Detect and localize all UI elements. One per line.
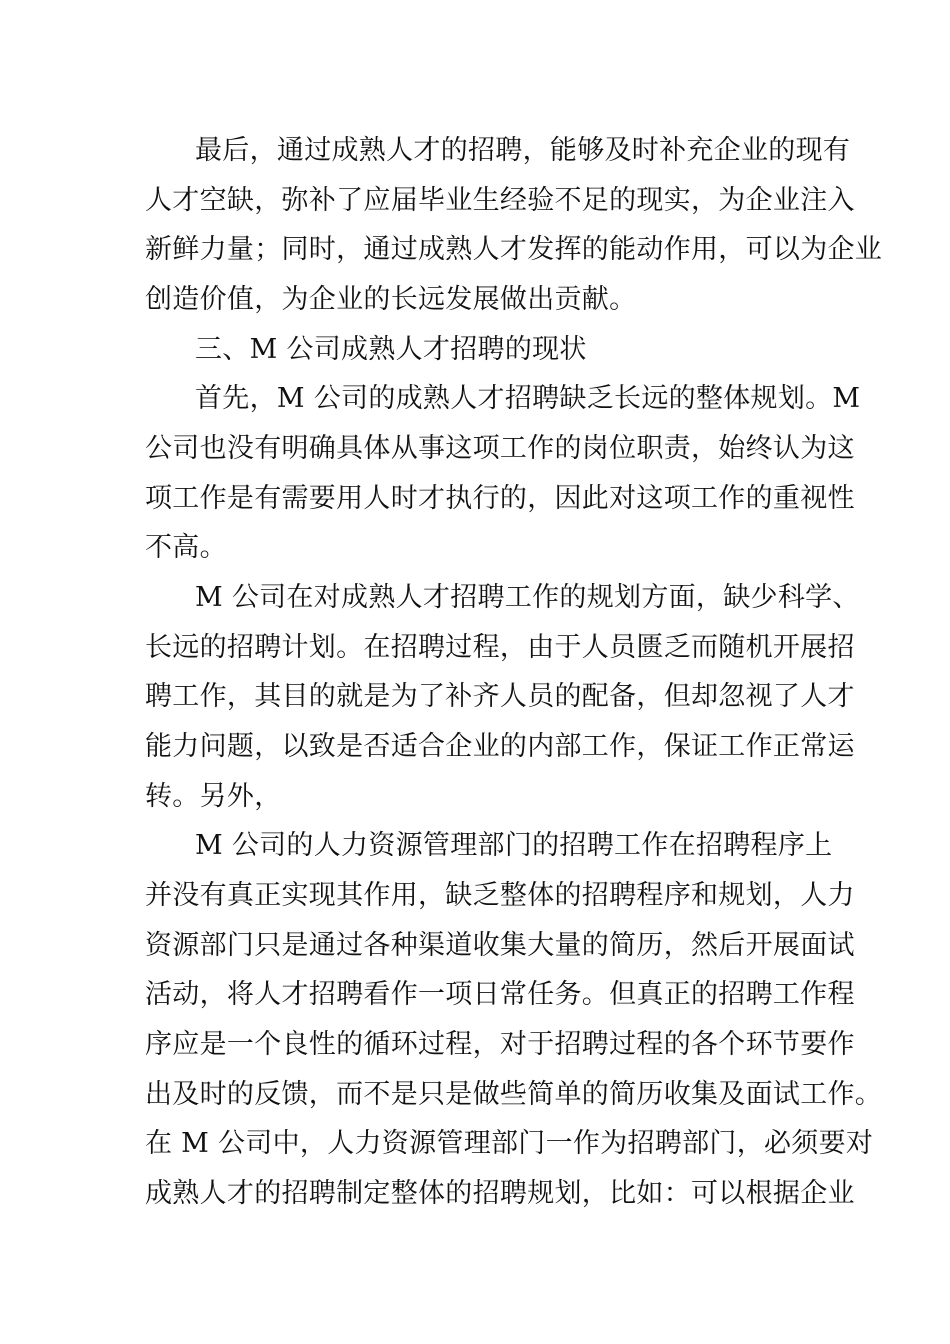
paragraph-4-line-4: 活动，将人才招聘看作一项日常任务。但真正的招聘工作程 <box>145 979 855 1010</box>
paragraph-4-line-5: 序应是一个良性的循环过程，对于招聘过程的各个环节要作 <box>145 1029 855 1060</box>
paragraph-3-line-5: 转。另外， <box>145 781 282 812</box>
section-heading: 三、M 公司成熟人才招聘的现状 <box>195 334 587 365</box>
paragraph-2-line-4: 不高。 <box>145 532 227 563</box>
paragraph-1-line-4: 创造价值，为企业的长远发展做出贡献。 <box>145 284 637 315</box>
paragraph-4-line-3: 资源部门只是通过各种渠道收集大量的简历，然后开展面试 <box>145 930 855 961</box>
paragraph-1-line-1: 最后，通过成熟人才的招聘，能够及时补充企业的现有 <box>195 135 851 166</box>
paragraph-2-line-2: 公司也没有明确具体从事这项工作的岗位职责，始终认为这 <box>145 433 855 464</box>
paragraph-2-line-1: 首先，M 公司的成熟人才招聘缺乏长远的整体规划。M <box>195 383 861 414</box>
paragraph-2-line-3: 项工作是有需要用人时才执行的，因此对这项工作的重视性 <box>145 483 855 514</box>
paragraph-3-line-1: M 公司在对成熟人才招聘工作的规划方面，缺少科学、 <box>195 582 860 613</box>
paragraph-1-line-2: 人才空缺，弥补了应届毕业生经验不足的现实，为企业注入 <box>145 185 855 216</box>
paragraph-1-line-3: 新鲜力量；同时，通过成熟人才发挥的能动作用，可以为企业 <box>145 234 883 265</box>
paragraph-3-line-2: 长远的招聘计划。在招聘过程，由于人员匮乏而随机开展招 <box>145 632 855 663</box>
paragraph-4-line-8: 成熟人才的招聘制定整体的招聘规划，比如：可以根据企业 <box>145 1178 855 1209</box>
paragraph-3-line-4: 能力问题，以致是否适合企业的内部工作，保证工作正常运 <box>145 731 855 762</box>
paragraph-3-line-3: 聘工作，其目的就是为了补齐人员的配备，但却忽视了人才 <box>145 681 855 712</box>
paragraph-4-line-7: 在 M 公司中，人力资源管理部门一作为招聘部门，必须要对 <box>145 1128 874 1159</box>
paragraph-4-line-1: M 公司的人力资源管理部门的招聘工作在招聘程序上 <box>195 830 833 861</box>
paragraph-4-line-6: 出及时的反馈，而不是只是做些简单的简历收集及面试工作。 <box>145 1079 883 1110</box>
paragraph-4-line-2: 并没有真正实现其作用，缺乏整体的招聘程序和规划，人力 <box>145 880 855 911</box>
